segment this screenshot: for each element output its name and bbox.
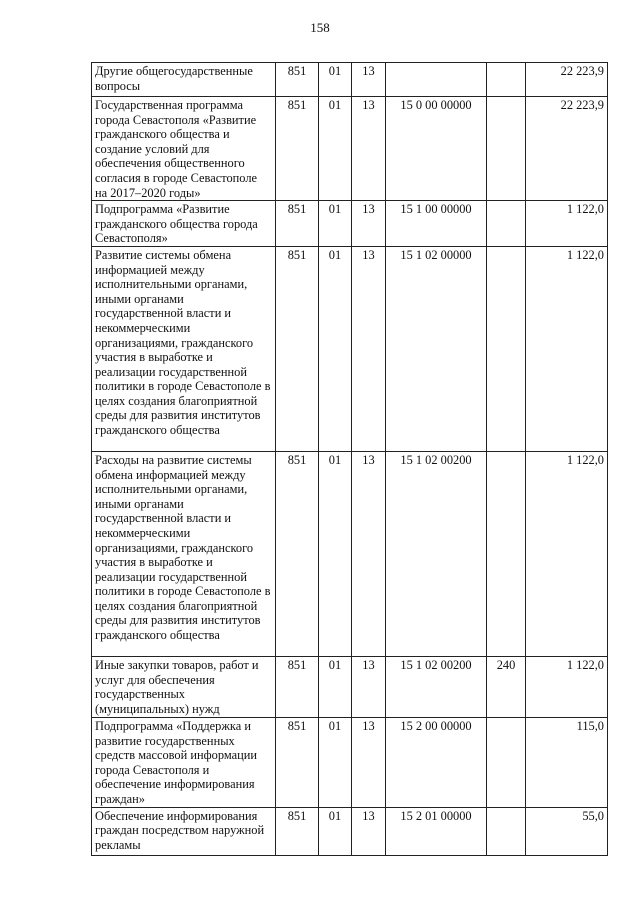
cell-subsection: 13 [352,246,386,451]
cell-subsection: 13 [352,717,386,807]
cell-amount: 22 223,9 [526,97,608,201]
cell-expense-type [487,807,526,855]
cell-section: 01 [319,656,352,717]
table-row [92,656,608,717]
cell-subsection: 13 [352,63,386,97]
cell-ministry: 851 [276,63,319,97]
cell-name: Иные закупки товаров, работ и услуг для обеспечения государственных (муниципальных) нужд [92,656,276,717]
table-row [92,97,608,201]
cell-section: 01 [319,97,352,201]
cell-amount: 115,0 [526,717,608,807]
cell-subsection: 13 [352,97,386,201]
cell-ministry: 851 [276,807,319,855]
cell-subsection: 13 [352,201,386,247]
cell-target: 15 1 02 00000 [386,246,487,451]
cell-target: 15 1 00 00000 [386,201,487,247]
table-row [92,63,608,97]
cell-amount: 55,0 [526,807,608,855]
cell-amount: 1 122,0 [526,451,608,656]
cell-section: 01 [319,717,352,807]
cell-target: 15 1 02 00200 [386,451,487,656]
table-row [92,717,608,807]
cell-section: 01 [319,451,352,656]
cell-amount: 1 122,0 [526,201,608,247]
cell-target: 15 2 01 00000 [386,807,487,855]
cell-subsection: 13 [352,656,386,717]
cell-ministry: 851 [276,717,319,807]
cell-section: 01 [319,246,352,451]
cell-ministry: 851 [276,97,319,201]
cell-amount: 22 223,9 [526,63,608,97]
cell-expense-type: 240 [487,656,526,717]
cell-expense-type [487,717,526,807]
cell-name: Расходы на развитие системы обмена информацией между исполнительными органами, иными органами государственной власти и некоммерческими организациями, гражданского участия в выработке и реализации государственной политики в городе Севастополе в целях создания благоприятной среды для развития институтов гражданского общества [92,451,276,656]
cell-ministry: 851 [276,656,319,717]
cell-ministry: 851 [276,246,319,451]
cell-target: 15 1 02 00200 [386,656,487,717]
cell-target [386,63,487,97]
cell-target: 15 0 00 00000 [386,97,487,201]
budget-table [91,62,608,856]
cell-amount: 1 122,0 [526,656,608,717]
cell-name: Обеспечение информирования граждан посредством наружной рекламы [92,807,276,855]
cell-name: Государственная программа города Севастополя «Развитие гражданского общества и создание условий для обеспечения общественного согласия в городе Севастополе на 2017–2020 годы» [92,97,276,201]
cell-ministry: 851 [276,201,319,247]
cell-expense-type [487,97,526,201]
cell-expense-type [487,246,526,451]
cell-name: Развитие системы обмена информацией между исполнительными органами, иными органами государственной власти и некоммерческими организациями, гражданского участия в выработке и реализации государственной политики в городе Севастополе в целях создания благоприятной среды для развития институтов гражданского общества [92,246,276,451]
cell-name: Другие общегосударственные вопросы [92,63,276,97]
cell-subsection: 13 [352,451,386,656]
page-number: 158 [310,20,330,35]
cell-ministry: 851 [276,451,319,656]
table-row [92,807,608,855]
cell-target: 15 2 00 00000 [386,717,487,807]
cell-section: 01 [319,63,352,97]
cell-section: 01 [319,201,352,247]
cell-subsection: 13 [352,807,386,855]
cell-expense-type [487,451,526,656]
table-row [92,451,608,656]
cell-amount: 1 122,0 [526,246,608,451]
table-row [92,201,608,247]
cell-expense-type [487,201,526,247]
cell-name: Подпрограмма «Развитие гражданского общества города Севастополя» [92,201,276,247]
table-row [92,246,608,451]
cell-section: 01 [319,807,352,855]
cell-expense-type [487,63,526,97]
cell-name: Подпрограмма «Поддержка и развитие государственных средств массовой информации города Севастополя и обеспечение информирования граждан» [92,717,276,807]
